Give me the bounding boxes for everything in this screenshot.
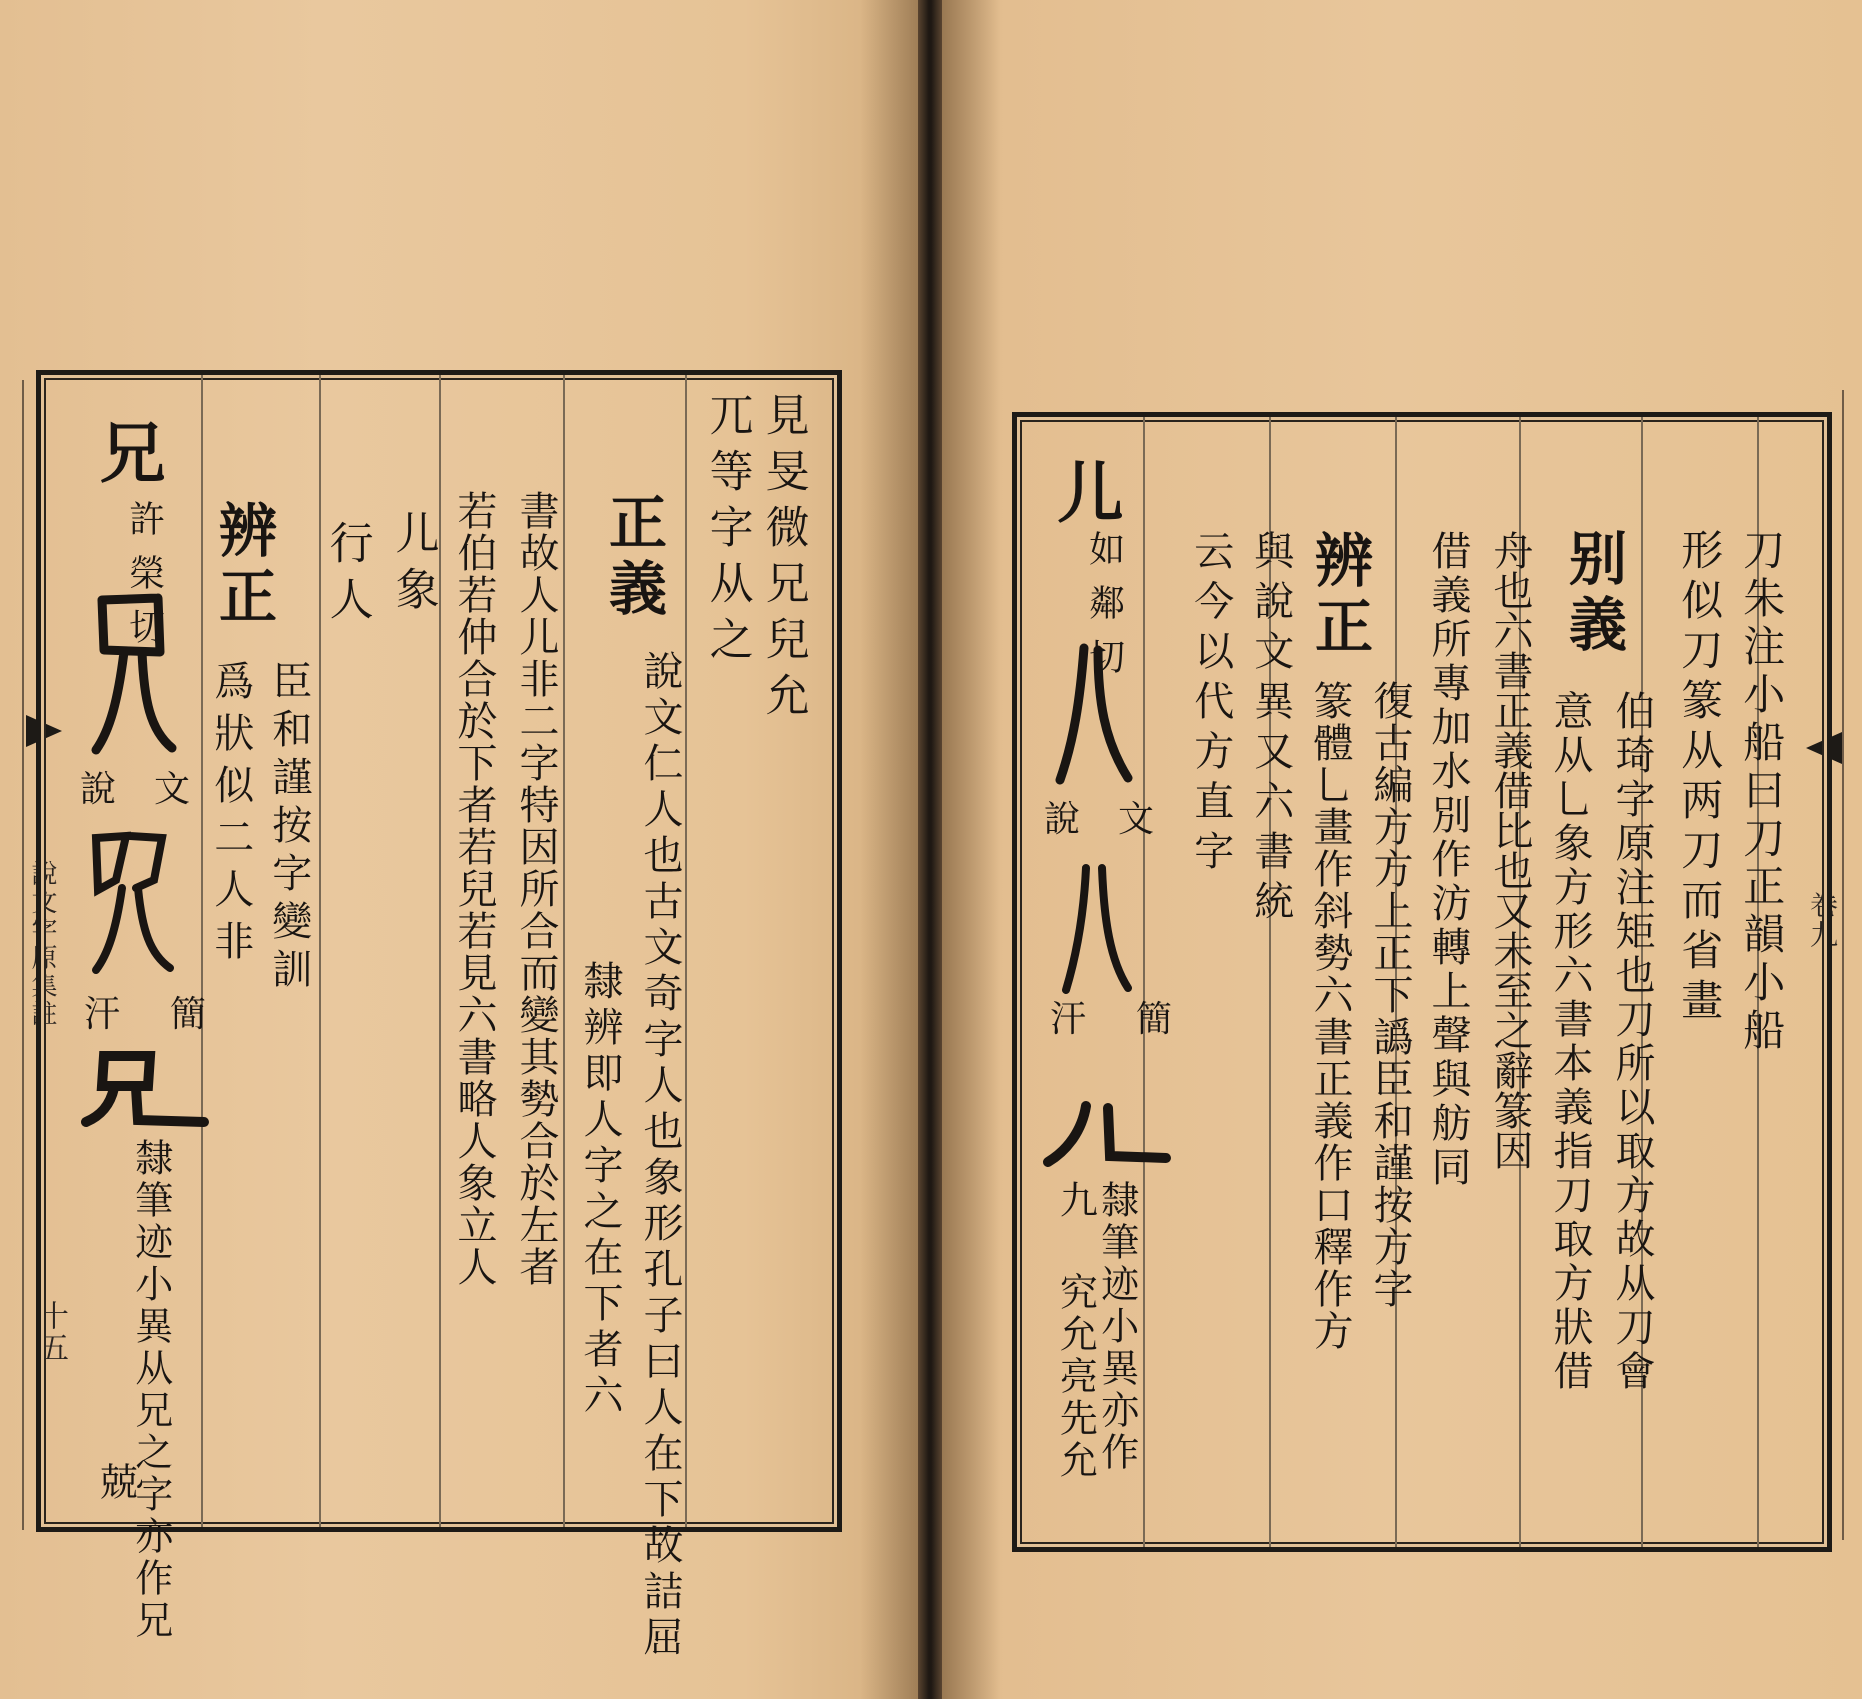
- text-column: 刀朱注小船曰刀正韻小船: [1737, 528, 1787, 1056]
- seal-script-shuowen: [88, 590, 178, 760]
- text-column: 隸筆迹小異从兄之字亦作兄: [128, 1138, 173, 1642]
- section-title-zhengyi: 正義: [599, 492, 667, 624]
- label-hanjian-text: 汗簡: [84, 994, 257, 1035]
- column-rule: [563, 375, 565, 1527]
- text-column: 說文仁人也古文奇字人也象形孔子曰人在下故詰屈: [637, 650, 683, 1662]
- text-column: 復古編方方上正下譌臣和謹按方字: [1367, 680, 1413, 1310]
- text-column: 云今以代方直字: [1187, 530, 1234, 880]
- section-title-bianzheng-right: 辨正: [1305, 530, 1373, 662]
- label-shuowen-right: 說文: [1044, 799, 1193, 840]
- text-column: 爲狀似二人非: [207, 660, 254, 972]
- text-column: 意从乚象方形六書本義指刀取方狀借: [1547, 690, 1593, 1394]
- text-column: 借義所專加水別作汸轉上聲與舫同: [1425, 530, 1471, 1190]
- text-column: 篆體乚畫作斜勢六書正義作口釋作方: [1307, 680, 1353, 1352]
- text-column: 究允亮先允: [1053, 1272, 1098, 1482]
- text-column: 臣和謹按字變訓: [265, 660, 312, 996]
- fanqie-reading: 許榮切: [123, 500, 165, 662]
- section-title-bieyi: 别義: [1559, 528, 1627, 660]
- headword-xiong: 兄: [88, 418, 166, 488]
- fanqie-reading-right: 如鄰切: [1083, 530, 1125, 692]
- left-page: [0, 0, 930, 1699]
- book-gutter: [918, 0, 942, 1699]
- text-column: 見旻微兄兒允: [757, 392, 809, 728]
- text-column: 伯琦字原注矩也刀所以取方故从刀會: [1609, 690, 1655, 1394]
- text-column: 舟也六書正義借比也又未至之辭篆因: [1487, 530, 1533, 1170]
- clerical-script-er: [1042, 1100, 1172, 1170]
- seal-script-hanjian: [86, 830, 176, 980]
- seal-script-hanjian-right: [1056, 860, 1136, 1000]
- label-hanjian: [84, 995, 256, 1035]
- text-column: 九: [1053, 1180, 1098, 1230]
- text-column: 兀等字从之: [701, 392, 753, 672]
- text-column: 書故人儿非二字特因所合而變其勢合於左者: [513, 490, 559, 1288]
- text-column: 與說文異又六書統: [1247, 530, 1294, 930]
- text-column: 若伯若仲合於下者若兒若見六書略人象立人: [451, 490, 497, 1288]
- label-shuowen: 說文: [80, 769, 229, 810]
- label-hanjian-right: [1050, 1000, 1222, 1040]
- text-column: 行人: [321, 520, 373, 632]
- section-title-bianzheng: 辨正: [209, 500, 277, 632]
- headword-er: 儿: [1046, 458, 1124, 528]
- text-column: 儿象: [387, 510, 439, 622]
- seal-script-shuowen-right: [1054, 640, 1134, 790]
- page-number: 十五: [33, 1300, 68, 1364]
- label-hanjian-right-text: 汗簡: [1050, 999, 1223, 1040]
- text-column: 隸筆迹小異亦作: [1094, 1180, 1139, 1474]
- book-title-vertical: 說文字原集註: [27, 860, 57, 1028]
- text-column: 隸辨即人字之在下者六: [577, 960, 623, 1420]
- juan-label: 卷九: [1806, 890, 1839, 950]
- text-column: 兢: [93, 1462, 138, 1512]
- column-rule: [201, 375, 203, 1527]
- clerical-script-xiong: [80, 1050, 210, 1130]
- text-column: 形似刀篆从两刀而省畫: [1675, 528, 1725, 1028]
- right-page: [930, 0, 1862, 1699]
- right-margin-edge: [1842, 390, 1844, 1540]
- column-rule: [685, 375, 687, 1527]
